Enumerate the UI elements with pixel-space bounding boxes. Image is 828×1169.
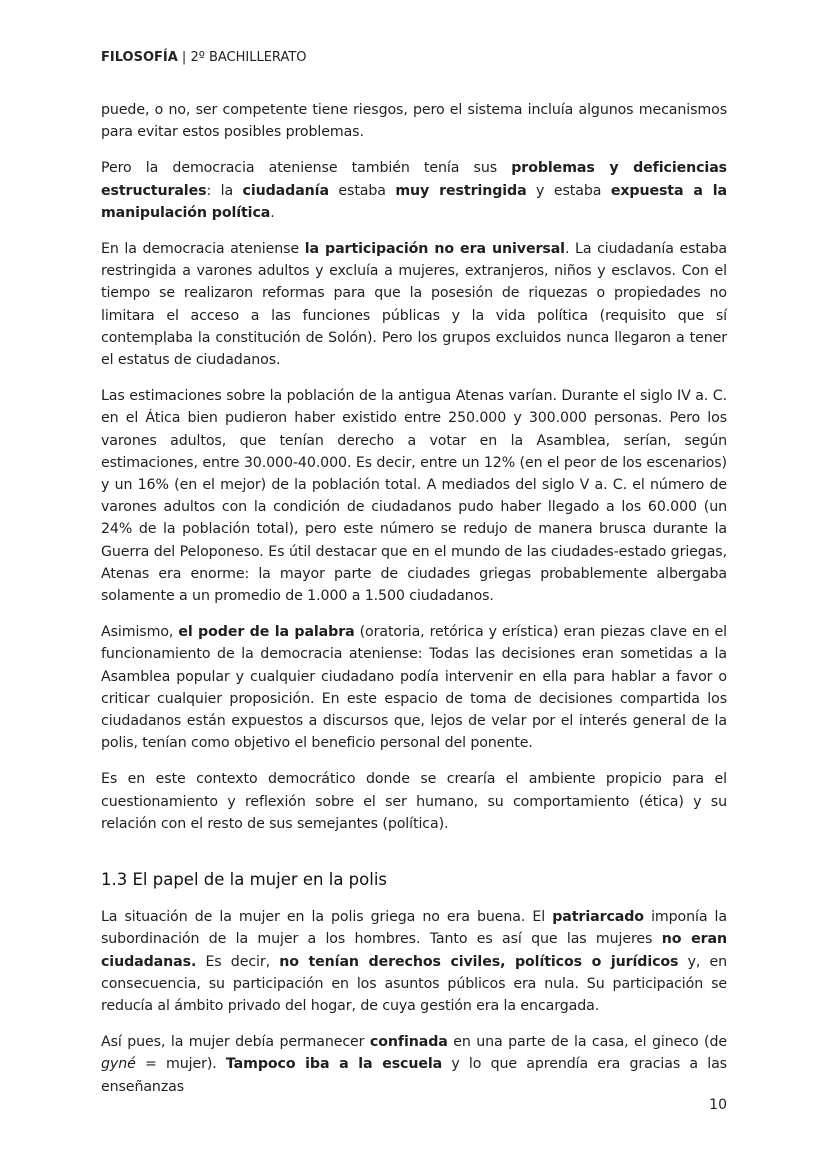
text: : la — [206, 182, 243, 199]
bold-text: problemas y deficiencias estructurales — [101, 160, 728, 199]
bold-text: el poder de la palabra — [178, 624, 355, 641]
text: imponía la subordinación de la mujer a los hombres. Tanto es así que las mujeres — [101, 909, 727, 948]
bold-text: confinada — [369, 1034, 448, 1051]
header-separator: | — [177, 50, 191, 65]
text: Asimismo, — [101, 624, 179, 641]
text: Las estimaciones sobre la población de la antigua Atenas varían. Durante el siglo IV a. C. en el Ática bien pudieron haber existido entre 250.000 y 300.000 personas. Pero los varones adultos, que tenían derecho a votar en la Asamblea, serían, según estimaciones, entre 30.000-40.000. Es decir, entre un 12% (en el peor de los escenarios) y un 16% (en el mejor) de la población total. A mediados del siglo V a. C. el número de varones adultos con la condición de ciudadanos pudo haber llegado a los 60.000 (un 24% de la población total), pero este número se redujo de manera brusca durante la Guerra del Peloponeso. Es útil destacar que en el mundo de las ciudades-estado griegas, Atenas era enorme: la mayor parte de ciudades griegas probablemente albergaba solamente a un promedio de 1.000 a 1.500 ciudadanos. — [101, 388, 727, 605]
text: y lo que aprendía era gracias a las enseñanzas — [101, 1056, 727, 1095]
text: en una parte de la casa, el gineco (de — [447, 1034, 727, 1051]
bold-text: la participación no era universal — [304, 241, 565, 258]
paragraph — [101, 768, 727, 835]
page-number: 10 — [709, 1097, 727, 1113]
text: Pero la democracia ateniense también tenía sus — [101, 160, 512, 177]
italic-text: gyné — [101, 1056, 136, 1073]
paragraph — [101, 621, 727, 754]
text: Así pues, la mujer debía permanecer — [101, 1034, 370, 1051]
page-header — [101, 50, 307, 65]
paragraph — [101, 238, 727, 371]
text: (oratoria, retórica y erística) eran piezas clave en el funcionamiento de la democracia ateniense: Todas las decisiones eran sometidas a la Asamblea popular y cualquier ciudadano podía intervenir en ella para hablar a favor o criticar cualquier proposición. En este espacio de toma de decisiones compartida los ciudadanos están expuestos a discursos que, lejos de velar por el interés general de la polis, tenían como objetivo el beneficio personal del ponente. — [101, 624, 728, 752]
bold-text: muy restringida — [395, 182, 527, 199]
paragraph — [101, 906, 727, 1017]
bold-text: ciudadanía — [242, 182, 329, 199]
text: estaba — [328, 182, 396, 199]
bold-text: expuesta a la manipulación política — [101, 182, 728, 221]
bold-text: patriarcado — [552, 909, 644, 926]
text: y estaba — [526, 182, 611, 199]
text: puede, o no, ser competente tiene riesgos, pero el sistema incluía algunos mecanismos para evitar estos posibles problemas. — [101, 102, 727, 141]
text: En la democracia ateniense — [101, 241, 305, 258]
paragraph — [101, 1031, 727, 1098]
text: = mujer). — [135, 1056, 226, 1073]
bold-text: Tampoco iba a la escuela — [225, 1056, 443, 1073]
text: Es decir, — [196, 953, 280, 970]
text: . La ciudadanía estaba restringida a varones adultos y excluía a mujeres, extranjeros, niños y esclavos. Con el tiempo se realizaron reformas para que la posesión de riquezas o propiedades no limitara el acceso a las funciones públicas y la vida política (requisito que sí contemplaba la constitución de Solón). Pero los grupos excluidos nunca llegaron a tener el estatus de ciudadanos. — [101, 241, 727, 369]
page-body — [101, 99, 727, 1112]
text: . — [270, 204, 275, 221]
bold-text: no tenían derechos civiles, políticos o jurídicos — [279, 953, 679, 970]
paragraph — [101, 385, 727, 607]
paragraph — [101, 157, 727, 224]
paragraph — [101, 99, 727, 143]
text: La situación de la mujer en la polis griega no era buena. El — [101, 909, 553, 926]
header-subject: FILOSOFÍA — [101, 50, 178, 65]
bold-text: no eran ciudadanas. — [101, 931, 727, 970]
section-heading: 1.3 El papel de la mujer en la polis — [101, 870, 388, 890]
text: y, en consecuencia, su participación en los asuntos públicos era nula. Su participación se reducía al ámbito privado del hogar, de cuya gestión era la encargada. — [101, 953, 727, 1014]
header-course: 2º BACHILLERATO — [190, 50, 307, 65]
text: Es en este contexto democrático donde se crearía el ambiente propicio para el cuestionamiento y reflexión sobre el ser humano, su comportamiento (ética) y su relación con el resto de sus semejantes (política). — [101, 771, 727, 832]
